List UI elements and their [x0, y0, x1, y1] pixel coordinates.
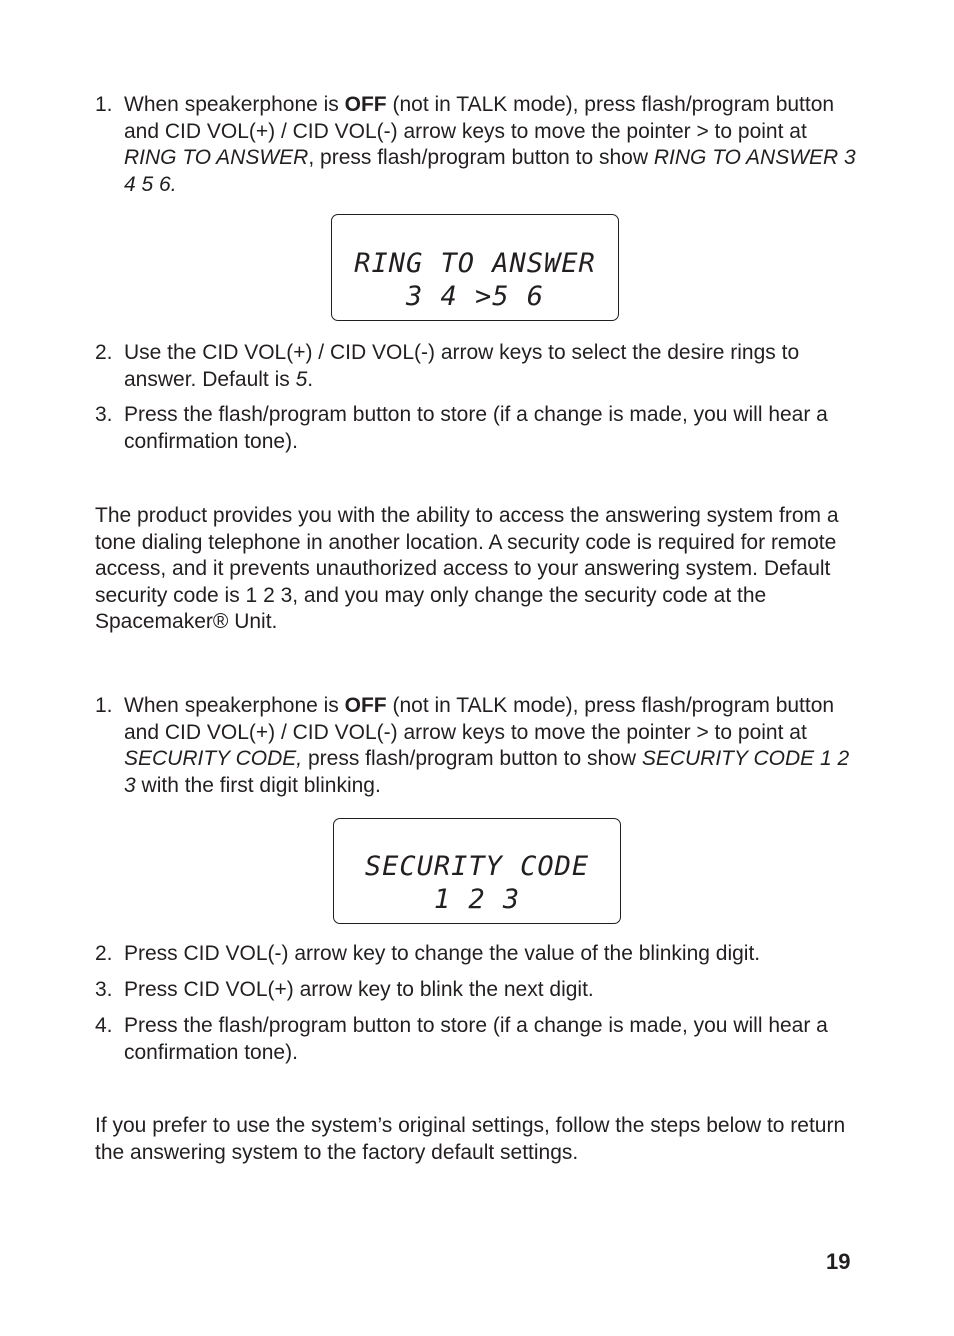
security-code-step-1 — [95, 693, 865, 799]
step-text: Press the flash/program button to store (if a change is made, you will hear a confirmation tone). — [124, 403, 828, 453]
step-number: 2. — [95, 341, 113, 364]
step-text: Use the CID VOL(+) / CID VOL(-) arrow keys to select the desire rings to answer. Default is — [124, 341, 800, 391]
display-text: RING TO ANSWER 3 4 5 6 — [124, 146, 856, 196]
step-text: (not in TALK mode), press flash/program button and CID VOL(+) / CID VOL(-) arrow keys to move the pointer > to point at — [124, 93, 835, 143]
default-value: 5 — [295, 367, 308, 391]
lcd-display-ring-to-answer — [331, 214, 619, 321]
step-number: 3. — [95, 978, 113, 1001]
step-text: press flash/program button to show — [302, 747, 642, 770]
step-text: , press flash/program button to show — [308, 146, 654, 169]
step-number: 4. — [95, 1014, 113, 1037]
off-emphasis: OFF — [344, 93, 387, 116]
remote-access-paragraph: The product provides you with the ability to access the answering system from a tone dialing telephone in another location. A security code is required for remote access, and it prevents unauthorized access to your answering system. Default security code is 1 2 3, and you may only change the security code at the Spacemaker® Unit. — [95, 504, 839, 633]
security-code-step-4 — [95, 1013, 865, 1066]
page-number: 19 — [826, 1249, 851, 1274]
lcd-line-1: SECURITY CODE — [364, 851, 590, 882]
off-emphasis: OFF — [344, 694, 387, 717]
step-number: 2. — [95, 942, 113, 965]
ring-to-answer-step-3 — [95, 402, 865, 455]
step-text: When speakerphone is — [124, 694, 345, 717]
lcd-line-2: 3 4 >5 6 — [405, 281, 545, 312]
ring-to-answer-step-1 — [95, 92, 865, 198]
step-number: 3. — [95, 403, 113, 426]
menu-name: SECURITY CODE, — [124, 747, 303, 770]
ring-to-answer-step-2 — [95, 340, 865, 393]
step-text: Press the flash/program button to store (if a change is made, you will hear a confirmation tone). — [124, 1014, 828, 1064]
step-number: 1. — [95, 694, 113, 717]
display-text: SECURITY CODE 1 2 3 — [124, 747, 850, 797]
step-number: 1. — [95, 93, 113, 116]
step-text: Press CID VOL(-) arrow key to change the value of the blinking digit. — [124, 942, 761, 965]
step-text: (not in TALK mode), press flash/program button and CID VOL(+) / CID VOL(-) arrow keys to move the pointer > to point at — [124, 694, 835, 744]
step-text: Press CID VOL(+) arrow key to blink the next digit. — [124, 978, 594, 1001]
factory-defaults-paragraph: If you prefer to use the system’s original settings, follow the steps below to return the answering system to the factory default settings. — [95, 1114, 846, 1164]
security-code-step-3 — [95, 977, 865, 1004]
security-code-step-2 — [95, 941, 865, 968]
step-text: . — [307, 367, 314, 391]
menu-name: RING TO ANSWER — [124, 146, 309, 169]
step-text: . — [170, 172, 177, 196]
lcd-display-security-code — [333, 818, 621, 924]
step-text: When speakerphone is — [124, 93, 345, 116]
step-text: with the first digit blinking. — [135, 773, 381, 797]
lcd-line-1: RING TO ANSWER — [354, 248, 596, 279]
lcd-line-2: 1 2 3 — [433, 884, 521, 915]
